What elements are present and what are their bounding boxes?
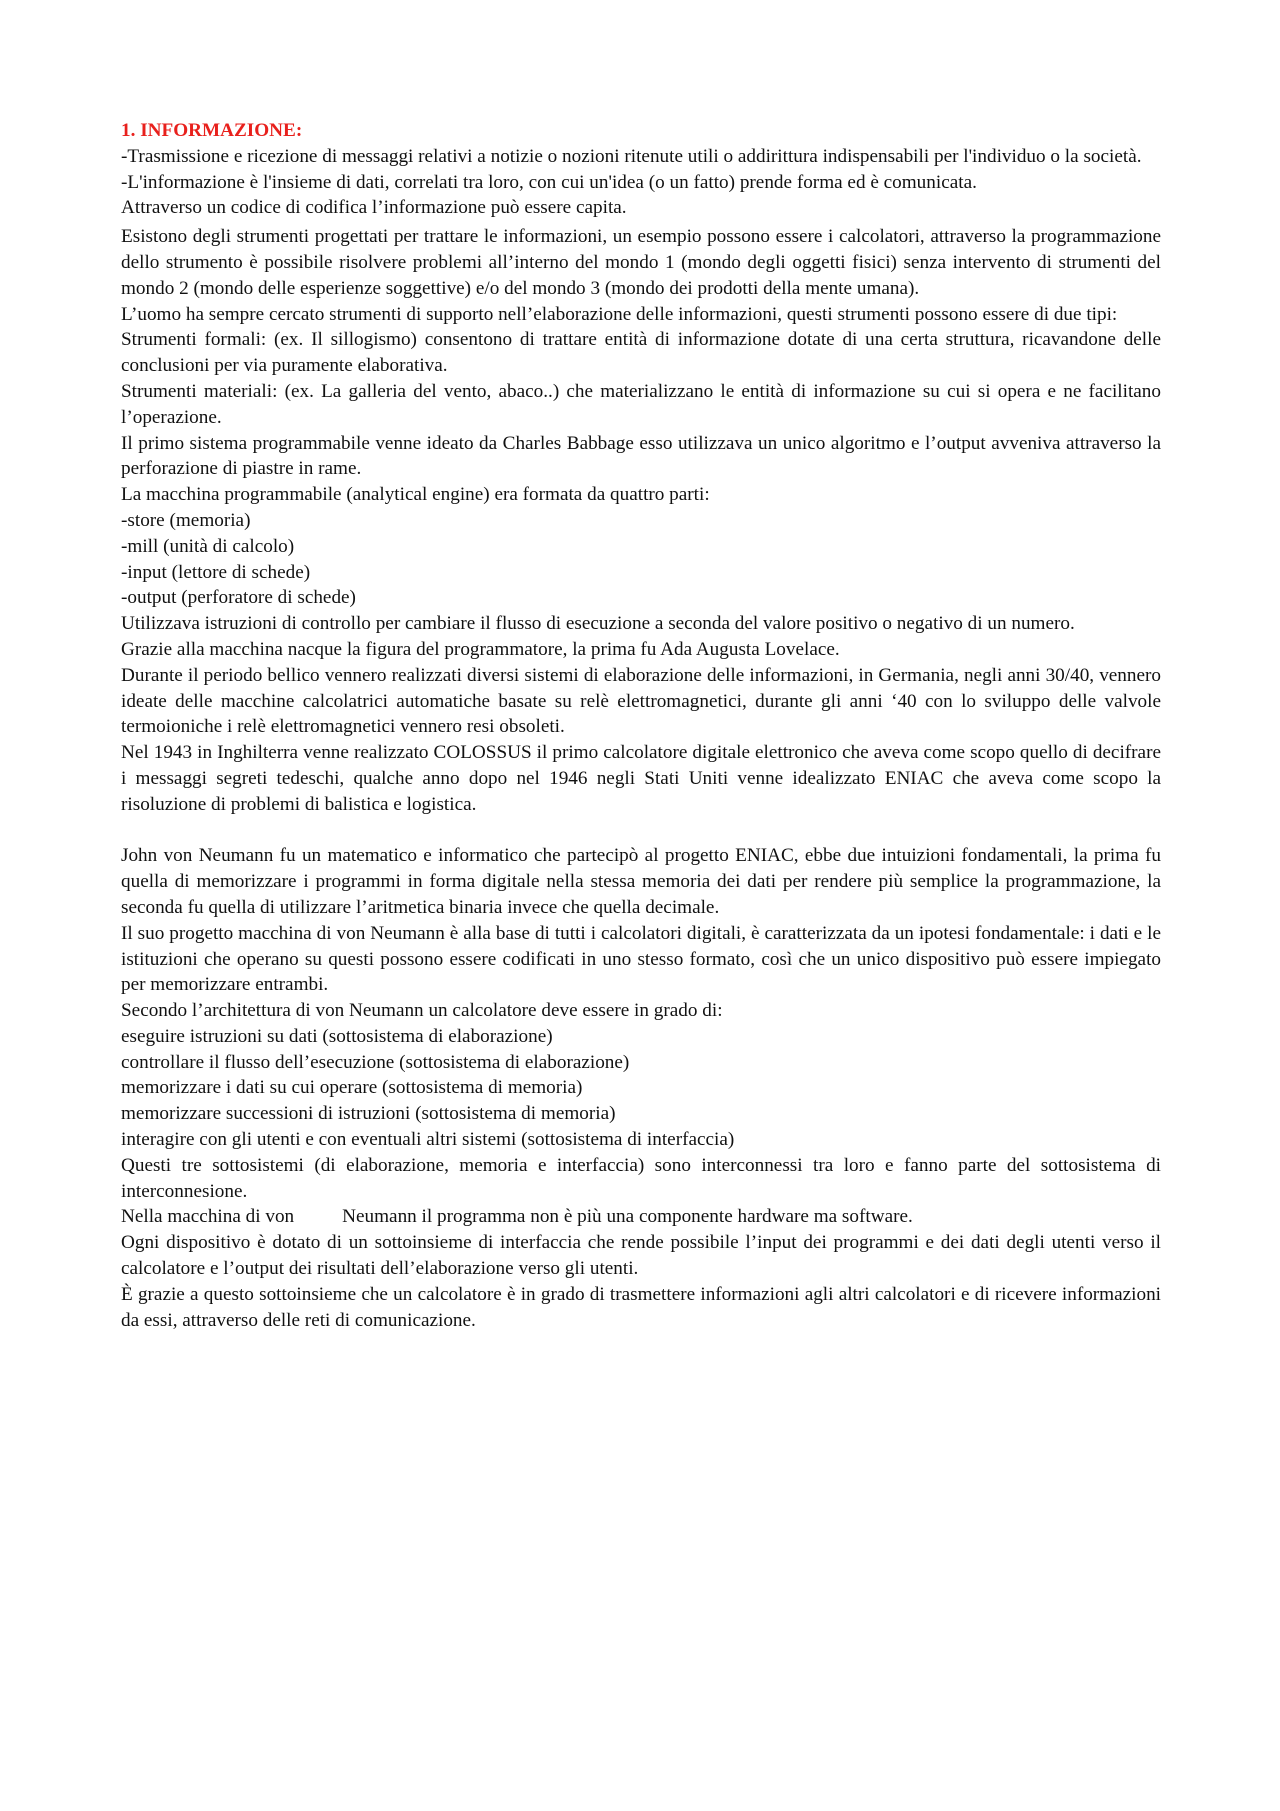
paragraph-istruzioni-controllo: Utilizzava istruzioni di controllo per cambiare il flusso di esecuzione a seconda del valore positivo o negativo di un numero. — [121, 613, 1075, 635]
paragraph-definition-2: -L'informazione è l'insieme di dati, correlati tra loro, con cui un'idea (o un fatto) prende forma ed è comunicata. — [121, 171, 977, 193]
paragraph-codifica: Attraverso un codice di codifica l’informazione può essere capita. — [121, 197, 627, 219]
paragraph-colossus-eniac: Nel 1943 in Inghilterra venne realizzato COLOSSUS il primo calcolatore digitale elettronico che aveva come scopo quello di decifrare i messaggi segreti tedeschi, qualche anno dopo nel 1946 negli Stati Uniti venne idealizzato ENIAC che aveva come scopo la risoluzione di problemi di balistica e logistica. — [121, 742, 1161, 815]
list-item-store: -store (memoria) — [121, 509, 251, 531]
text-fragment-end: Neumann il programma non è più una componente hardware ma software. — [342, 1206, 913, 1228]
paragraph-interfaccia: Ogni dispositivo è dotato di un sottoinsieme di interfaccia che rende possibile l’input dei programmi e dei dati degli utenti verso il calcolatore e l’output dei risultati dell’elaborazione verso gli utenti. — [121, 1232, 1161, 1280]
paragraph-von-neumann: John von Neumann fu un matematico e informatico che partecipò al progetto ENIAC, ebbe due intuizioni fondamentali, la prima fu quella di memorizzare i programmi in forma digitale nella stessa memoria dei dati per rendere più semplice la programmazione, la seconda fu quella di utilizzare l’aritmetica binaria invece che quella decimale. — [121, 845, 1161, 918]
list-item-input: -input (lettore di schede) — [121, 561, 311, 583]
paragraph-strumenti: Esistono degli strumenti progettati per trattare le informazioni, un esempio possono essere i calcolatori, attraverso la programmazione dello strumento è possibile risolvere problemi all’interno del mondo 1 (mondo degli oggetti fisici) senza intervento di strumenti del mondo 2 (mondo delle esperienze soggettive) e/o del mondo 3 (mondo dei prodotti della mente umana). — [121, 226, 1161, 299]
list-item-output: -output (perforatore di schede) — [121, 587, 356, 609]
paragraph-sottosistemi: Questi tre sottosistemi (di elaborazione, memoria e interfaccia) sono interconnessi tra loro e fanno parte del sottosistema di interconnesione. — [121, 1154, 1161, 1202]
list-item-memorizzare-istruzioni: memorizzare successioni di istruzioni (sottosistema di memoria) — [121, 1103, 616, 1125]
document-page — [121, 118, 1161, 1333]
paragraph-babbage: Il primo sistema programmabile venne ideato da Charles Babbage esso utilizzava un unico algoritmo e l’output avveniva attraverso la perforazione di piastre in rame. — [121, 432, 1161, 480]
list-item-memorizzare-dati: memorizzare i dati su cui operare (sottosistema di memoria) — [121, 1077, 583, 1099]
blank-line — [121, 818, 1161, 844]
list-item-eseguire: eseguire istruzioni su dati (sottosistema di elaborazione) — [121, 1025, 553, 1047]
paragraph-analytical-engine: La macchina programmabile (analytical engine) era formata da quattro parti: — [121, 484, 710, 506]
paragraph-progetto-macchina: Il suo progetto macchina di von Neumann è alla base di tutti i calcolatori digitali, è caratterizzata da un ipotesi fondamentale: i dati e le istituzioni che operano su questi possono essere codificati in uno stesso formato, così che un unico dispositivo può essere impiegato per memorizzare entrambi. — [121, 922, 1161, 996]
text-fragment-start: Nella macchina di von — [121, 1206, 295, 1228]
paragraph-uomo: L’uomo ha sempre cercato strumenti di supporto nell’elaborazione delle informazioni, questi strumenti possono essere di due tipi: — [121, 303, 1118, 325]
list-item-controllare: controllare il flusso dell’esecuzione (sottosistema di elaborazione) — [121, 1051, 630, 1073]
paragraph-reti-comunicazione: È grazie a questo sottoinsieme che un calcolatore è in grado di trasmettere informazioni agli altri calcolatori e di ricevere informazioni da essi, attraverso delle reti di comunicazione. — [121, 1283, 1161, 1331]
section-heading: 1. INFORMAZIONE: — [121, 120, 303, 141]
list-item-interagire: interagire con gli utenti e con eventuali altri sistemi (sottosistema di interfaccia) — [121, 1129, 735, 1151]
paragraph-architettura: Secondo l’architettura di von Neumann un calcolatore deve essere in grado di: — [121, 1000, 723, 1022]
paragraph-strumenti-formali: Strumenti formali: (ex. Il sillogismo) consentono di trattare entità di informazione dotate di una certa struttura, ricavandone delle conclusioni per via puramente elaborativa. — [121, 329, 1161, 377]
list-item-mill: -mill (unità di calcolo) — [121, 535, 295, 557]
paragraph-macchina-software — [121, 1204, 1161, 1230]
paragraph-definition-1: -Trasmissione e ricezione di messaggi relativi a notizie o nozioni ritenute utili o addirittura indispensabili per l'individuo o la società. — [121, 145, 1142, 167]
paragraph-periodo-bellico: Durante il periodo bellico vennero realizzati diversi sistemi di elaborazione delle informazioni, in Germania, negli anni 30/40, vennero ideate delle macchine calcolatrici automatiche basate su relè elettromagnetici, durante gli anni ‘40 con lo sviluppo delle valvole termoioniche i relè elettromagnetici vennero resi obsoleti. — [121, 664, 1161, 738]
paragraph-programmatore: Grazie alla macchina nacque la figura del programmatore, la prima fu Ada Augusta Lovelace. — [121, 638, 840, 660]
paragraph-strumenti-materiali: Strumenti materiali: (ex. La galleria del vento, abaco..) che materializzano le entità di informazione su cui si opera e ne facilitano l’operazione. — [121, 380, 1161, 428]
